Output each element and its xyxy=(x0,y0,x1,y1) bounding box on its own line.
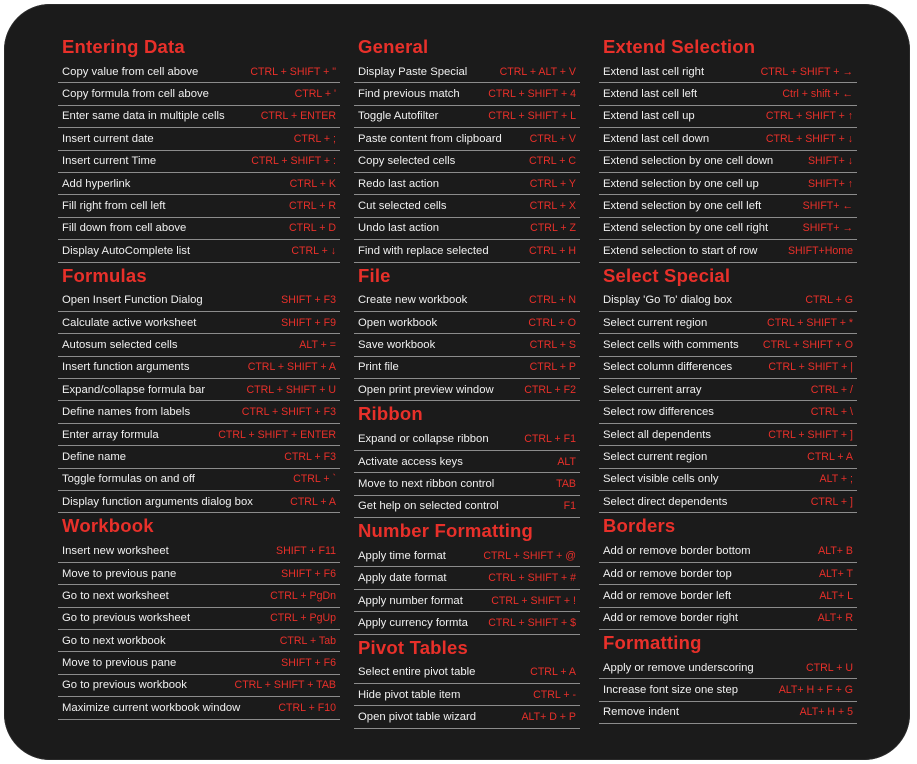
shortcut-row xyxy=(599,702,857,724)
shortcut-keys: SHIFT+Home xyxy=(787,244,853,257)
section-workbook xyxy=(58,513,340,719)
shortcut-keys: CTRL + SHIFT + ! xyxy=(491,594,576,607)
shortcut-action: Cut selected cells xyxy=(358,200,447,213)
section-pivot-tables xyxy=(354,635,580,729)
shortcut-keys: CTRL + ENTER xyxy=(260,110,336,123)
section-select-special xyxy=(599,263,857,514)
shortcut-keys: CTRL + SHIFT + A xyxy=(247,361,336,374)
shortcut-action: Select current array xyxy=(603,383,702,396)
shortcut-row xyxy=(599,106,857,128)
shortcut-keys: CTRL + SHIFT + $ xyxy=(488,616,576,629)
shortcut-keys: TAB xyxy=(556,477,576,490)
shortcut-action: Move to previous pane xyxy=(62,567,177,580)
shortcut-row xyxy=(599,334,857,356)
section-title: Pivot Tables xyxy=(358,636,469,658)
shortcut-action: Apply time format xyxy=(358,549,446,562)
shortcut-keys: SHIFT + F6 xyxy=(281,567,336,580)
section-title: Extend Selection xyxy=(603,36,756,57)
shortcut-row xyxy=(354,428,580,450)
shortcut-row xyxy=(58,61,340,83)
shortcut-keys: ALT + = xyxy=(299,338,336,351)
shortcut-action: Get help on selected control xyxy=(358,500,499,513)
shortcut-action: Open Insert Function Dialog xyxy=(62,294,203,307)
shortcut-row xyxy=(58,491,340,513)
shortcut-row xyxy=(599,585,857,607)
shortcut-action: Extend last cell right xyxy=(603,65,705,78)
section-title: Ribbon xyxy=(358,403,423,425)
shortcut-action: Add hyperlink xyxy=(62,177,131,190)
shortcut-keys: CTRL + SHIFT + 4 xyxy=(488,88,576,101)
shortcut-row xyxy=(354,312,580,334)
shortcut-action: Redo last action xyxy=(358,177,440,190)
shortcut-action: Insert new worksheet xyxy=(62,545,169,558)
shortcut-keys: ALT+ L xyxy=(819,589,853,602)
shortcut-row xyxy=(599,195,857,217)
shortcut-action: Enter same data in multiple cells xyxy=(62,110,225,123)
shortcut-keys: CTRL + Y xyxy=(529,177,576,190)
shortcut-row xyxy=(599,151,857,173)
shortcut-action: Extend last cell up xyxy=(603,110,695,123)
shortcut-keys: CTRL + Z xyxy=(530,222,576,235)
shortcut-keys: CTRL + ↓ xyxy=(291,244,336,257)
section-formulas xyxy=(58,263,340,514)
shortcut-keys: SHIFT+ → xyxy=(802,222,853,235)
shortcut-keys: CTRL + K xyxy=(289,177,336,190)
shortcut-row xyxy=(599,563,857,585)
shortcut-keys: ALT + ; xyxy=(819,473,853,486)
shortcut-keys: CTRL + R xyxy=(289,200,336,213)
shortcut-row xyxy=(354,173,580,195)
shortcut-action: Find with replace selected xyxy=(358,244,489,257)
shortcut-keys: CTRL + SHIFT + : xyxy=(251,155,336,168)
shortcut-action: Select current region xyxy=(603,450,708,463)
shortcut-action: Add or remove border right xyxy=(603,612,738,625)
shortcut-action: Select row differences xyxy=(603,406,714,419)
section-title: Workbook xyxy=(62,515,154,537)
shortcut-action: Copy formula from cell above xyxy=(62,88,209,101)
shortcut-row xyxy=(354,473,580,495)
shortcut-action: Apply currency formta xyxy=(358,616,468,629)
shortcut-action: Copy value from cell above xyxy=(62,65,199,78)
shortcut-row xyxy=(58,106,340,128)
shortcut-keys: CTRL + A xyxy=(290,495,336,508)
shortcut-action: Create new workbook xyxy=(358,294,468,307)
shortcut-keys: F1 xyxy=(563,500,576,513)
shortcut-row xyxy=(58,334,340,356)
shortcut-action: Fill down from cell above xyxy=(62,222,187,235)
shortcut-row xyxy=(58,173,340,195)
shortcut-action: Extend selection to start of row xyxy=(603,244,758,257)
shortcut-keys: CTRL + S xyxy=(529,338,576,351)
shortcut-keys: SHIFT+ ↓ xyxy=(807,155,853,168)
shortcut-action: Go to previous workbook xyxy=(62,679,187,692)
shortcut-row xyxy=(58,401,340,423)
shortcut-row xyxy=(58,652,340,674)
shortcut-row xyxy=(354,567,580,589)
shortcut-keys: CTRL + - xyxy=(533,688,576,701)
shortcut-row xyxy=(354,83,580,105)
shortcut-action: Select column differences xyxy=(603,361,733,374)
shortcut-row xyxy=(599,608,857,630)
shortcut-action: Define name xyxy=(62,450,127,463)
shortcut-keys: CTRL + X xyxy=(529,200,576,213)
shortcut-action: Extend selection by one cell right xyxy=(603,222,769,235)
shortcut-keys: CTRL + SHIFT + * xyxy=(767,316,853,329)
shortcut-row xyxy=(599,218,857,240)
shortcut-row xyxy=(354,451,580,473)
shortcut-action: Go to previous worksheet xyxy=(62,612,191,625)
shortcut-action: Enter array formula xyxy=(62,428,159,441)
shortcut-action: Select all dependents xyxy=(603,428,712,441)
shortcut-row xyxy=(354,218,580,240)
shortcut-row xyxy=(58,469,340,491)
shortcut-keys: CTRL + D xyxy=(289,222,336,235)
column-left xyxy=(58,34,340,720)
shortcut-row xyxy=(599,424,857,446)
section-general xyxy=(354,34,580,263)
shortcut-keys: ALT+ R xyxy=(817,612,853,625)
section-extend-selection xyxy=(599,34,857,263)
shortcut-row xyxy=(354,128,580,150)
shortcut-action: Extend selection by one cell left xyxy=(603,200,762,213)
shortcut-row xyxy=(599,173,857,195)
shortcut-row xyxy=(354,612,580,634)
shortcut-row xyxy=(58,379,340,401)
shortcut-keys: CTRL + ALT + V xyxy=(499,65,576,78)
shortcut-row xyxy=(354,334,580,356)
shortcut-keys: CTRL + U xyxy=(806,661,853,674)
column-middle xyxy=(354,34,580,729)
shortcut-keys: CTRL + Tab xyxy=(279,634,336,647)
shortcut-action: Extend selection by one cell down xyxy=(603,155,774,168)
shortcut-keys: CTRL + SHIFT + ↓ xyxy=(765,132,853,145)
shortcut-keys: CTRL + SHIFT + # xyxy=(488,572,576,585)
section-title: Select Special xyxy=(603,264,731,286)
shortcut-keys: ALT+ T xyxy=(818,567,853,580)
shortcut-action: Display AutoComplete list xyxy=(62,244,191,257)
shortcut-keys: CTRL + SHIFT + → xyxy=(760,65,853,78)
shortcut-keys: CTRL + F3 xyxy=(284,450,336,463)
shortcut-keys: CTRL + SHIFT + O xyxy=(762,338,853,351)
shortcut-row xyxy=(599,61,857,83)
shortcut-action: Find previous match xyxy=(358,88,460,101)
section-number-formatting xyxy=(354,518,580,635)
shortcut-keys: CTRL + ` xyxy=(293,473,336,486)
shortcut-action: Toggle formulas on and off xyxy=(62,473,195,486)
section-title: Formulas xyxy=(62,264,147,286)
shortcut-row xyxy=(599,446,857,468)
shortcut-keys: CTRL + A xyxy=(530,666,576,679)
shortcut-row xyxy=(599,679,857,701)
shortcut-keys: CTRL + SHIFT + ENTER xyxy=(218,428,336,441)
shortcut-action: Apply or remove underscoring xyxy=(603,661,754,674)
shortcut-keys: CTRL + F10 xyxy=(278,701,336,714)
shortcut-keys: CTRL + F2 xyxy=(524,383,576,396)
section-ribbon xyxy=(354,401,580,518)
shortcut-row xyxy=(354,590,580,612)
shortcut-row xyxy=(58,151,340,173)
shortcut-keys: CTRL + SHIFT + ↑ xyxy=(765,110,853,123)
shortcut-keys: Ctrl + shift + ← xyxy=(782,88,853,101)
section-title: Number Formatting xyxy=(358,520,534,542)
shortcut-action: Go to next workbook xyxy=(62,634,166,647)
shortcut-keys: CTRL + F1 xyxy=(524,433,576,446)
shortcut-keys: SHIFT+ ← xyxy=(802,200,853,213)
shortcut-row xyxy=(599,128,857,150)
shortcut-row xyxy=(354,379,580,401)
shortcut-keys: CTRL + SHIFT + TAB xyxy=(234,679,336,692)
section-borders xyxy=(599,513,857,630)
shortcut-keys: CTRL + \ xyxy=(810,406,853,419)
shortcut-action: Fill right from cell left xyxy=(62,200,166,213)
shortcut-row xyxy=(58,357,340,379)
shortcut-keys: CTRL + SHIFT + @ xyxy=(483,549,576,562)
shortcut-row xyxy=(58,424,340,446)
shortcut-keys: SHIFT+ ↑ xyxy=(807,177,853,190)
shortcut-row xyxy=(58,218,340,240)
shortcut-row xyxy=(354,662,580,684)
section-formatting xyxy=(599,630,857,724)
shortcut-row xyxy=(58,83,340,105)
section-title: General xyxy=(358,36,429,57)
shortcut-keys: CTRL + SHIFT + U xyxy=(246,383,336,396)
shortcut-keys: ALT+ B xyxy=(818,545,853,558)
shortcut-row xyxy=(58,240,340,262)
shortcut-action: Print file xyxy=(358,361,399,374)
shortcut-row xyxy=(354,684,580,706)
shortcut-action: Add or remove border top xyxy=(603,567,732,580)
shortcut-action: Apply date format xyxy=(358,572,447,585)
shortcut-keys: ALT+ D + P xyxy=(521,711,576,724)
shortcut-row xyxy=(354,106,580,128)
shortcut-keys: CTRL + / xyxy=(810,383,853,396)
shortcut-row xyxy=(354,545,580,567)
shortcut-keys: CTRL + G xyxy=(805,294,853,307)
shortcut-row xyxy=(354,706,580,728)
shortcut-keys: CTRL + PgUp xyxy=(270,612,336,625)
shortcut-action: Open pivot table wizard xyxy=(358,711,477,724)
shortcut-keys: CTRL + A xyxy=(807,450,853,463)
shortcut-row xyxy=(599,312,857,334)
shortcut-action: Select current region xyxy=(603,316,708,329)
shortcut-keys: CTRL + SHIFT + L xyxy=(488,110,576,123)
shortcut-row xyxy=(58,540,340,562)
shortcut-keys: CTRL + SHIFT + ] xyxy=(768,428,853,441)
shortcut-row xyxy=(599,540,857,562)
shortcut-keys: CTRL + H xyxy=(529,244,576,257)
shortcut-action: Expand/collapse formula bar xyxy=(62,383,206,396)
shortcut-keys: CTRL + V xyxy=(529,132,576,145)
shortcut-row xyxy=(354,496,580,518)
shortcut-action: Apply number format xyxy=(358,594,463,607)
shortcut-row xyxy=(354,357,580,379)
shortcut-row xyxy=(58,290,340,312)
shortcut-action: Select entire pivot table xyxy=(358,666,476,679)
shortcut-action: Undo last action xyxy=(358,222,440,235)
shortcut-action: Go to next worksheet xyxy=(62,589,169,602)
section-title: File xyxy=(358,264,391,286)
shortcut-action: Display 'Go To' dialog box xyxy=(603,294,733,307)
shortcut-action: Extend last cell down xyxy=(603,132,710,145)
shortcut-keys: CTRL + ] xyxy=(810,495,853,508)
shortcut-row xyxy=(58,585,340,607)
shortcut-keys: SHIFT + F9 xyxy=(281,316,336,329)
shortcut-action: Move to previous pane xyxy=(62,657,177,670)
shortcut-action: Paste content from clipboard xyxy=(358,132,502,145)
shortcut-row xyxy=(354,61,580,83)
shortcut-action: Move to next ribbon control xyxy=(358,477,495,490)
shortcut-keys: CTRL + ' xyxy=(294,88,336,101)
shortcut-keys: CTRL + ; xyxy=(293,132,336,145)
shortcut-keys: SHIFT + F6 xyxy=(281,657,336,670)
shortcut-keys: CTRL + SHIFT + | xyxy=(768,361,853,374)
section-entering-data xyxy=(58,34,340,263)
shortcut-keys: CTRL + O xyxy=(528,316,576,329)
shortcut-row xyxy=(599,657,857,679)
shortcut-row xyxy=(599,491,857,513)
shortcut-action: Expand or collapse ribbon xyxy=(358,433,489,446)
shortcut-action: Define names from labels xyxy=(62,406,191,419)
shortcut-action: Toggle Autofilter xyxy=(358,110,439,123)
shortcut-action: Display Paste Special xyxy=(358,65,468,78)
shortcut-row xyxy=(599,83,857,105)
shortcut-keys: CTRL + C xyxy=(529,155,576,168)
shortcut-row xyxy=(354,151,580,173)
shortcut-action: Extend selection by one cell up xyxy=(603,177,759,190)
shortcut-row xyxy=(58,563,340,585)
section-file xyxy=(354,263,580,402)
shortcut-action: Select direct dependents xyxy=(603,495,728,508)
shortcut-row xyxy=(599,469,857,491)
shortcut-keys: CTRL + SHIFT + " xyxy=(250,65,336,78)
shortcut-action: Open workbook xyxy=(358,316,438,329)
shortcut-row xyxy=(58,608,340,630)
shortcut-action: Increase font size one step xyxy=(603,684,739,697)
shortcut-keys: CTRL + N xyxy=(529,294,576,307)
shortcut-row xyxy=(58,195,340,217)
shortcut-row xyxy=(599,357,857,379)
shortcut-row xyxy=(58,630,340,652)
shortcut-keys: CTRL + SHIFT + F3 xyxy=(241,406,336,419)
shortcut-action: Extend last cell left xyxy=(603,88,698,101)
shortcut-row xyxy=(354,240,580,262)
shortcut-action: Autosum selected cells xyxy=(62,338,178,351)
shortcut-row xyxy=(599,290,857,312)
shortcut-action: Maximize current workbook window xyxy=(62,701,241,714)
section-title: Formatting xyxy=(603,631,702,653)
shortcut-row xyxy=(58,697,340,719)
shortcut-keys: SHIFT + F11 xyxy=(276,545,336,558)
shortcut-action: Add or remove border bottom xyxy=(603,545,751,558)
shortcut-row xyxy=(58,675,340,697)
section-title: Borders xyxy=(603,515,676,537)
shortcut-keys: CTRL + P xyxy=(529,361,576,374)
shortcut-action: Select cells with comments xyxy=(603,338,739,351)
shortcut-action: Save workbook xyxy=(358,338,436,351)
shortcut-keys: CTRL + PgDn xyxy=(270,589,336,602)
shortcut-keys: ALT xyxy=(557,455,576,468)
shortcut-action: Select visible cells only xyxy=(603,473,719,486)
shortcut-action: Insert function arguments xyxy=(62,361,190,374)
shortcut-keys: ALT+ H + F + G xyxy=(778,684,853,697)
shortcut-action: Copy selected cells xyxy=(358,155,456,168)
shortcut-row xyxy=(599,379,857,401)
shortcut-row xyxy=(354,290,580,312)
shortcut-row xyxy=(58,128,340,150)
section-title: Entering Data xyxy=(62,36,185,57)
shortcut-row xyxy=(58,312,340,334)
shortcut-keys: SHIFT + F3 xyxy=(281,294,336,307)
shortcut-action: Calculate active worksheet xyxy=(62,316,197,329)
shortcut-action: Activate access keys xyxy=(358,455,463,468)
shortcut-action: Display function arguments dialog box xyxy=(62,495,253,508)
column-right xyxy=(599,34,857,724)
shortcut-action: Add or remove border left xyxy=(603,589,732,602)
shortcut-row xyxy=(599,240,857,262)
shortcut-action: Hide pivot table item xyxy=(358,688,461,701)
shortcut-action: Insert current date xyxy=(62,132,154,145)
shortcut-action: Open print preview window xyxy=(358,383,494,396)
shortcut-action: Remove indent xyxy=(603,706,679,719)
shortcut-row xyxy=(354,195,580,217)
shortcut-row xyxy=(58,446,340,468)
shortcut-row xyxy=(599,401,857,423)
shortcut-keys: ALT+ H + 5 xyxy=(799,706,853,719)
shortcut-action: Insert current Time xyxy=(62,155,157,168)
